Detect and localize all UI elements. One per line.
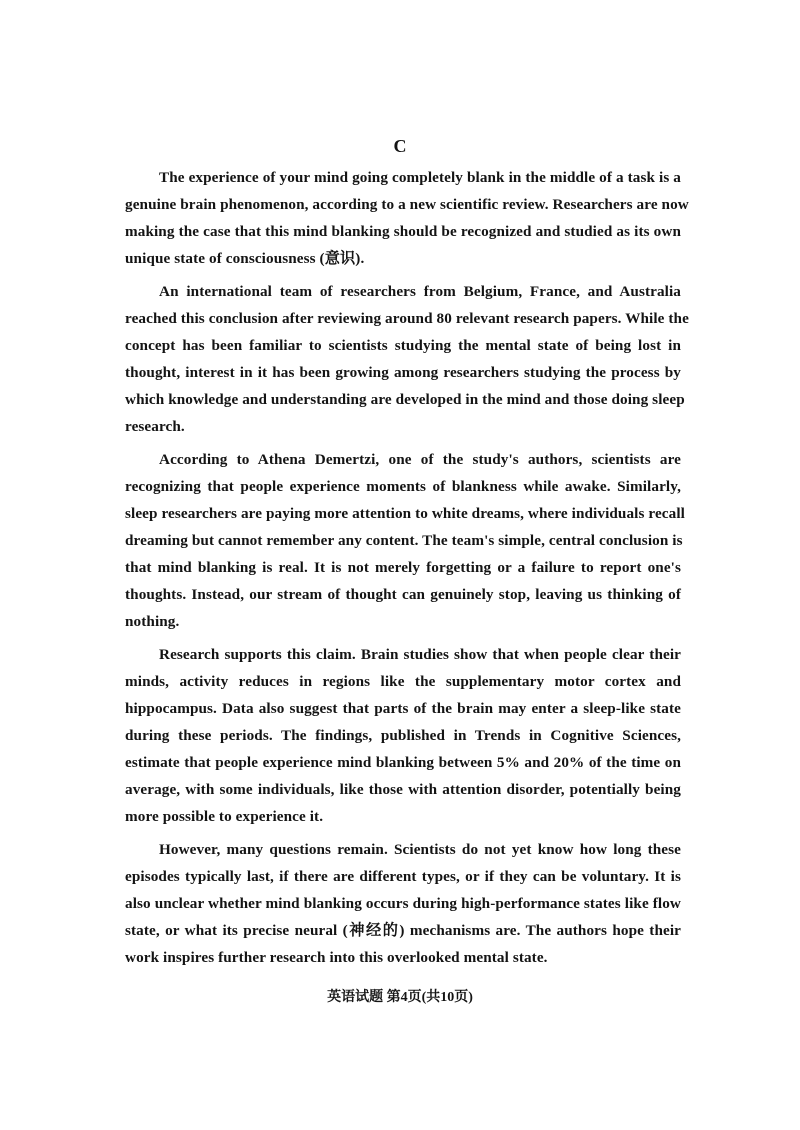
paragraph [125,278,689,440]
text-line: genuine brain phenomenon, according to a new scientific review. Researchers are now [125,196,689,213]
text-line: minds, activity reduces in regions like the supplementary motor cortex and [125,673,681,690]
text-line: state, or what its precise neural (神经的) mechanisms are. The authors hope their [125,922,681,939]
text-line: work inspires further research into this overlooked mental state. [125,949,548,966]
text-line: unique state of consciousness (意识). [125,250,365,267]
text-line: The experience of your mind going completely blank in the middle of a task is a [159,169,681,186]
paragraph [125,446,685,635]
paragraph [125,836,681,971]
text-line: episodes typically last, if there are different types, or if they can be voluntary. It is [125,868,681,885]
text-line: more possible to experience it. [125,808,324,825]
section-letter: C [393,136,407,156]
text-line: thoughts. Instead, our stream of thought can genuinely stop, leaving us thinking of [125,586,681,603]
text-line: research. [125,418,185,435]
text-line: nothing. [125,613,180,630]
text-line: estimate that people experience mind blanking between 5% and 20% of the time on [125,754,681,771]
text-line: However, many questions remain. Scientists do not yet know how long these [159,841,681,858]
text-line: average, with some individuals, like those with attention disorder, potentially being [125,781,681,798]
text-line: that mind blanking is real. It is not merely forgetting or a failure to report one's [125,559,681,576]
text-line: reached this conclusion after reviewing around 80 relevant research papers. While the [125,310,689,327]
page-footer: 英语试题 第4页(共10页) [327,990,473,1005]
text-line: According to Athena Demertzi, one of the study's authors, scientists are [159,451,681,468]
text-line: also unclear whether mind blanking occurs during high-performance states like flow [125,895,681,912]
text-line: recognizing that people experience moments of blankness while awake. Similarly, [125,478,681,495]
passage-body [125,164,689,977]
text-line: making the case that this mind blanking should be recognized and studied as its own [125,223,681,240]
paragraph [125,164,689,272]
text-line: during these periods. The findings, published in Trends in Cognitive Sciences, [125,727,681,744]
paragraph [125,641,681,830]
text-line: An international team of researchers from Belgium, France, and Australia [159,283,681,300]
text-line: concept has been familiar to scientists studying the mental state of being lost in [125,337,681,354]
text-line: sleep researchers are paying more attention to white dreams, where individuals recall [125,505,685,522]
text-line: Research supports this claim. Brain studies show that when people clear their [159,646,681,663]
text-line: thought, interest in it has been growing among researchers studying the process by [125,364,681,381]
text-line: which knowledge and understanding are developed in the mind and those doing sleep [125,391,685,408]
text-line: hippocampus. Data also suggest that parts of the brain may enter a sleep-like state [125,700,681,717]
text-line: dreaming but cannot remember any content. The team's simple, central conclusion is [125,532,683,549]
